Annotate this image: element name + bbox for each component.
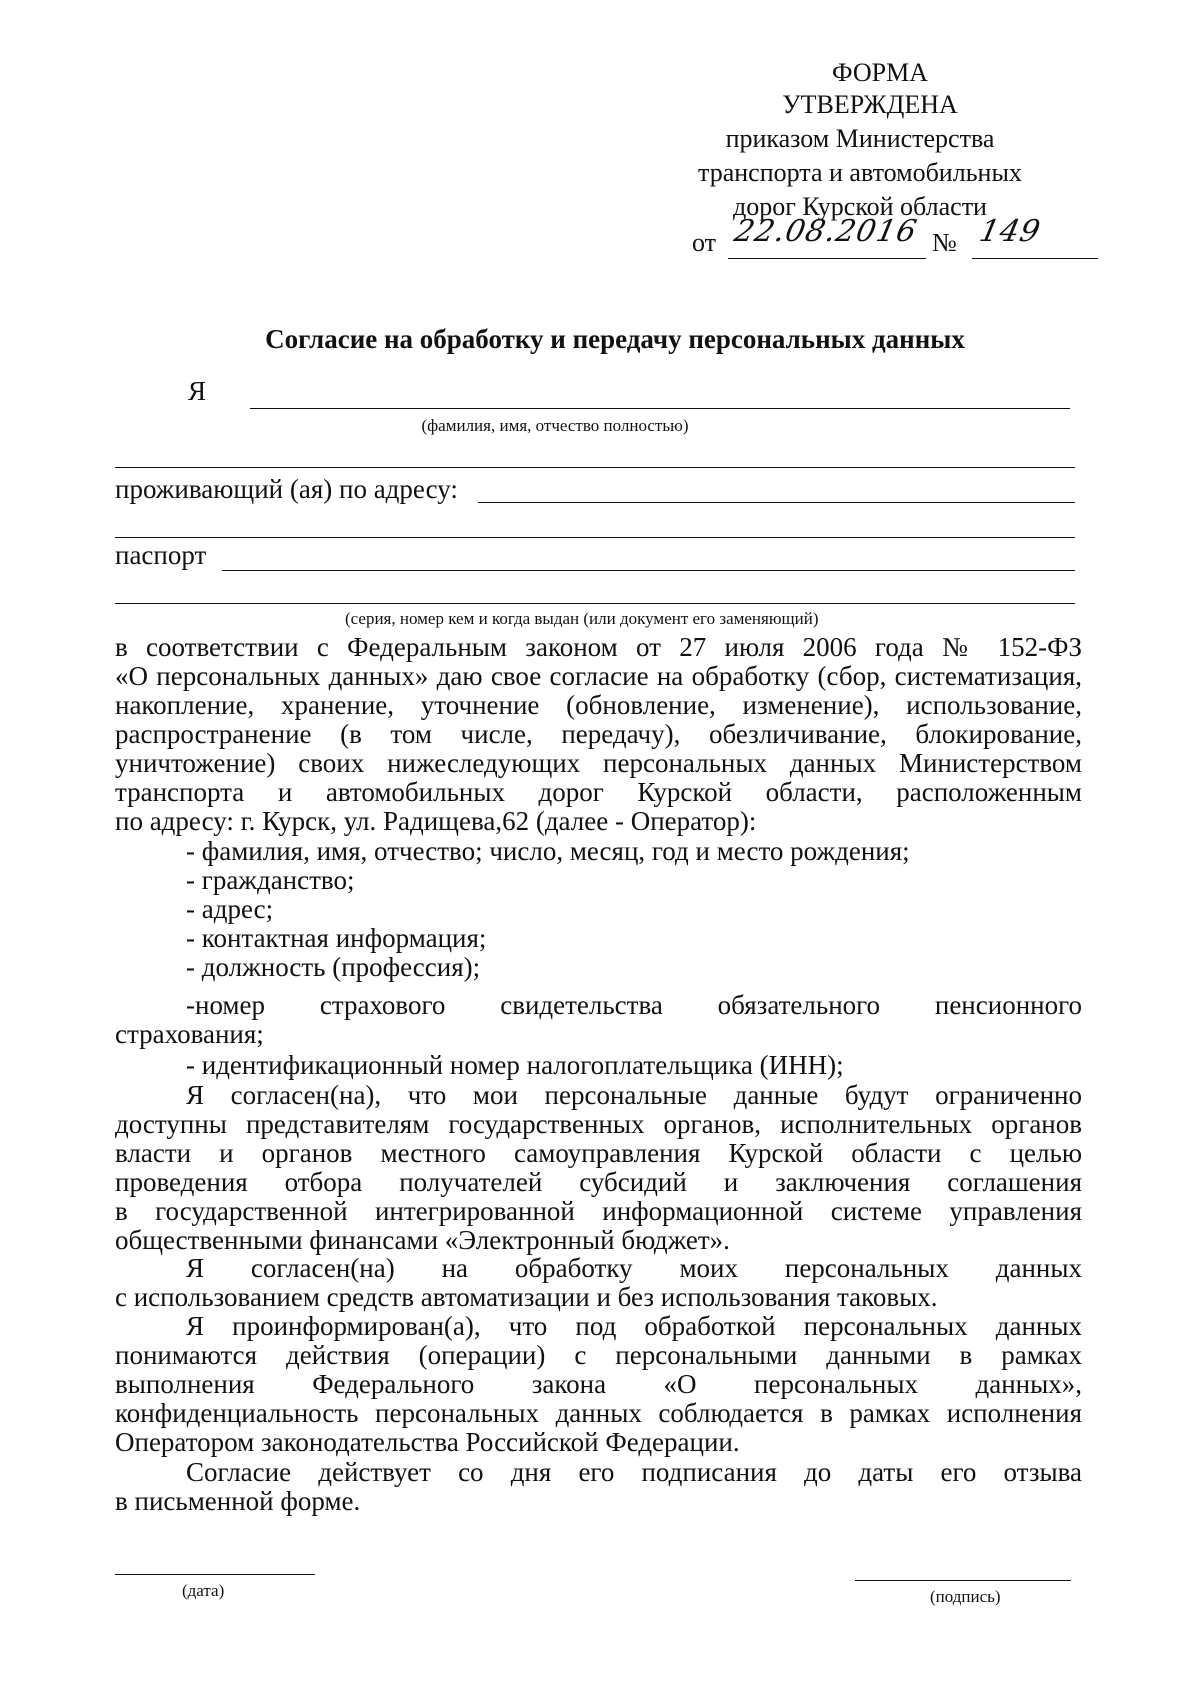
order-date [731,214,921,249]
passport-line-2 [115,603,1075,604]
paragraph-line: по адресу: г. Курск, ул. Радищева,62 (далее - Оператор): [115,807,757,836]
paragraph-line: общественными финансами «Электронный бюджет». [115,1226,730,1255]
paragraph-line: доступны представителям государственных органов, исполнительных органов [115,1110,1082,1139]
address-label: проживающий (ая) по адресу: [115,474,458,504]
paragraph-line: «О персональных данных» даю свое согласие на обработку (сбор, систематизация, [115,662,1082,691]
date-underline [728,258,926,259]
list-item: - адрес; [186,894,274,924]
address-line [478,502,1075,503]
forma-heading: ФОРМА [832,58,928,87]
list-item: - фамилия, имя, отчество; число, месяц, год и место рождения; [186,836,910,866]
paragraph-line: в государственной интегрированной информационной системе управления [115,1197,1082,1226]
validity-paragraph [115,1458,1082,1516]
list-item-continuation: страхования; [115,1019,264,1049]
paragraph-line: распространение (в том числе, передачу), обезличивание, блокирование, [115,720,1082,749]
date-signature-line [115,1574,315,1575]
signature-line [855,1580,1071,1581]
paragraph-line: понимаются действия (операции) с персональными данными в рамках [115,1341,1082,1370]
passport-label: паспорт [115,540,207,570]
number-label: № [932,228,957,257]
passport-caption: (серия, номер кем и когда выдан (или документ его заменяющий) [345,609,819,628]
address-line-2 [115,537,1075,538]
paragraph-line: Я проинформирован(а), что под обработкой персональных данных [186,1312,1082,1341]
approval-line-3: дорог Курской области [733,192,987,221]
list-item: - контактная информация; [186,923,487,953]
paragraph-line: выполнения Федерального закона «О персональных данных», [115,1370,1082,1399]
paragraph-line: Согласие действует со дня его подписания до даты его отзыва [186,1458,1082,1487]
handwritten-date: 22.08.2016 [731,214,921,249]
automation-paragraph [115,1254,1082,1312]
snils-item [186,991,1082,1020]
from-label: от [692,228,717,257]
paragraph-line: Я согласен(на), что мои персональные данные будут ограниченно [186,1081,1082,1110]
paragraph-line: накопление, хранение, уточнение (обновление, изменение), использование, [115,691,1082,720]
approval-line-2: транспорта и автомобильных [698,158,1022,187]
fio-caption: (фамилия, имя, отчество полностью) [421,416,689,435]
handwritten-number: 149 [976,214,1044,249]
consent-paragraph [115,633,1082,836]
signature-caption: (подпись) [930,1587,1001,1606]
paragraph-line: власти и органов местного самоуправления Курской области с целью [115,1139,1082,1168]
list-item: -номер страхового свидетельства обязательного пенсионного [186,991,1082,1020]
list-item: - гражданство; [186,865,355,895]
paragraph-line: в соответствии с Федеральным законом от 27 июля 2006 года № 152-ФЗ [115,633,1082,662]
fio-line [250,408,1070,409]
number-underline [972,258,1098,259]
paragraph-line: Я согласен(на) на обработку моих персональных данных [186,1254,1082,1283]
approved-heading: УТВЕРЖДЕНА [782,90,958,119]
order-number [976,214,1044,249]
paragraph-line: конфиденциальность персональных данных соблюдается в рамках исполнения [115,1399,1082,1428]
fio-line-2 [115,467,1075,468]
paragraph-line: проведения отбора получателей субсидий и заключения соглашения [115,1168,1082,1197]
i-label: Я [188,376,207,406]
paragraph-line: с использованием средств автоматизации и без использования таковых. [115,1283,938,1312]
access-paragraph [115,1081,1082,1255]
paragraph-line: уничтожение) своих нижеследующих персональных данных Министерством [115,749,1082,778]
list-item: - идентификационный номер налогоплательщика (ИНН); [186,1050,844,1080]
informed-paragraph [115,1312,1082,1457]
paragraph-line: в письменной форме. [115,1487,361,1516]
list-item: - должность (профессия); [186,952,481,982]
passport-line [222,570,1075,571]
date-caption: (дата) [182,1581,225,1600]
paragraph-line: транспорта и автомобильных дорог Курской области, расположенным [115,778,1082,807]
approval-line-1: приказом Министерства [725,124,995,153]
document-title: Согласие на обработку и передачу персональных данных [265,324,965,354]
paragraph-line: Оператором законодательства Российской Федерации. [115,1428,740,1457]
